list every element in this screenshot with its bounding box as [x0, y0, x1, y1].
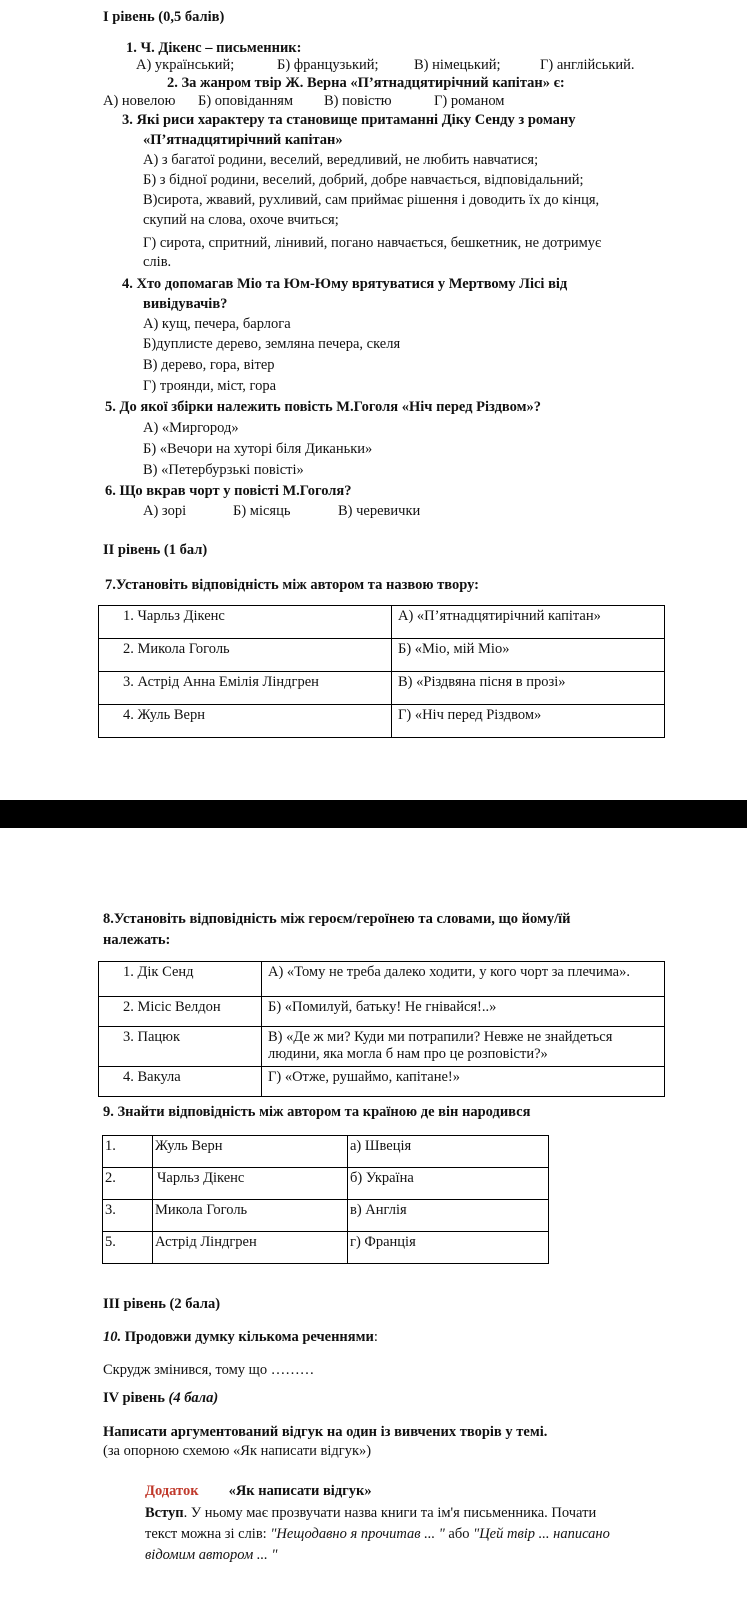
table-row [99, 672, 665, 705]
q9-country-b: б) Україна [348, 1168, 549, 1200]
q4-option-b: Б)дуплисте дерево, земляна печера, скеля [143, 336, 401, 352]
q10-heading [103, 1328, 378, 1346]
q7-author-2: 2. Микола Гоголь [99, 639, 392, 672]
q8-hero-1: 1. Дік Сенд [99, 962, 262, 997]
appendix-quote-1: "Нещодавно я прочитав ... " [270, 1526, 445, 1542]
q8-quote-d: Г) «Отже, рушаймо, капітане!» [262, 1067, 665, 1097]
appendix-quote-2-end: відомим автором ... " [145, 1547, 278, 1563]
appendix-heading [145, 1482, 372, 1500]
table-row [99, 1027, 665, 1067]
q2-option-c: В) повістю [324, 93, 392, 109]
q9-question: 9. Знайти відповідність між автором та країною де він народився [103, 1104, 531, 1120]
q7-title-a: А) «П’ятнадцятирічний капітан» [392, 606, 665, 639]
table-row [99, 962, 665, 997]
table-row [103, 1136, 549, 1168]
level2-title: ІІ рівень (1 бал) [103, 542, 208, 558]
q8-hero-2: 2. Місіс Велдон [99, 997, 262, 1027]
q5-question: 5. До якої збірки належить повість М.Гоголя «Ніч перед Різдвом»? [105, 399, 541, 415]
q3-option-d-line-1: Г) сирота, спритний, лінивий, погано навчається, бешкетник, не дотримує [143, 235, 602, 251]
appendix-label: Додаток [145, 1483, 199, 1499]
q9-author-4: Астрід Ліндгрен [153, 1232, 348, 1264]
table-row [99, 997, 665, 1027]
appendix-intro-text: . У ньому має прозвучати назва книги та ім'я письменника. Почати [183, 1505, 597, 1521]
q10-text: Продовжи думку кількома реченнями [121, 1329, 374, 1345]
q9-author-1: Жуль Верн [153, 1136, 348, 1168]
q8-quote-b: Б) «Помилуй, батьку! Не гнівайся!..» [262, 997, 665, 1027]
q8-table [98, 961, 665, 1097]
table-row [103, 1168, 549, 1200]
q1-option-d: Г) англійський. [540, 57, 635, 73]
q8-quote-a: А) «Тому не треба далеко ходити, у кого чорт за плечима». [262, 962, 665, 997]
appendix-quote-2-start: "Цей твір ... написано [473, 1526, 610, 1542]
q4-question-line-2: вивідувачів? [143, 296, 228, 312]
table-row [103, 1232, 549, 1264]
q5-option-a: А) «Миргород» [143, 420, 239, 436]
q3-option-b: Б) з бідної родини, веселий, добрий, добре навчається, відповідальний; [143, 172, 584, 188]
q9-country-d: г) Франція [348, 1232, 549, 1264]
appendix-intro-label: Вступ [145, 1505, 184, 1521]
q6-question: 6. Що вкрав чорт у повісті М.Гоголя? [105, 483, 352, 499]
q2-question: 2. За жанром твір Ж. Верна «П’ятнадцятирічний капітан» є: [167, 75, 565, 91]
table-row [99, 639, 665, 672]
q8-question-line-2: належать: [103, 932, 171, 948]
q2-option-a: А) новелою [103, 93, 176, 109]
q7-table [98, 605, 665, 738]
appendix-intro [145, 1504, 596, 1522]
q4-question-line-1: 4. Хто допомагав Міо та Юм-Юму врятуватися у Мертвому Лісі від [122, 276, 568, 292]
q5-option-c: В) «Петербурзькі повісті» [143, 462, 304, 478]
q4-option-c: В) дерево, гора, вітер [143, 357, 275, 373]
q9-country-c: в) Англія [348, 1200, 549, 1232]
q1-option-c: В) німецький; [414, 57, 501, 73]
q2-option-d: Г) романом [434, 93, 505, 109]
q1-option-b: Б) французький; [277, 57, 379, 73]
level4-title [103, 1389, 218, 1407]
q9-num-4: 5. [103, 1232, 153, 1264]
appendix-title: «Як написати відгук» [228, 1483, 372, 1499]
level4-title-points: (4 бала) [168, 1390, 219, 1406]
q5-option-b: Б) «Вечори на хуторі біля Диканьки» [143, 441, 373, 457]
q4-option-a: А) кущ, печера, барлога [143, 316, 291, 332]
q10-prompt: Скрудж змінився, тому що ……… [103, 1362, 315, 1378]
q3-option-a: А) з багатої родини, веселий, вередливий, не любить навчатися; [143, 152, 539, 168]
q9-table [102, 1135, 549, 1264]
q1-option-a: А) український; [136, 57, 235, 73]
q4-option-d: Г) троянди, міст, гора [143, 378, 277, 394]
q7-author-4: 4. Жуль Верн [99, 705, 392, 738]
q7-title-d: Г) «Ніч перед Різдвом» [392, 705, 665, 738]
q3-option-c-line-2: скупий на слова, охоче вчиться; [143, 212, 339, 228]
level1-title: І рівень (0,5 балів) [103, 9, 225, 25]
q6-option-c: В) черевички [338, 503, 421, 519]
q7-question: 7.Установіть відповідність між автором та назвою твору: [105, 577, 479, 593]
q3-question-line-2: «П’ятнадцятирічний капітан» [143, 132, 343, 148]
level4-title-prefix: ІV рівень [103, 1390, 169, 1406]
appendix-line2-prefix: текст можна зі слів: [145, 1526, 271, 1542]
table-row [99, 1067, 665, 1097]
q9-country-a: а) Швеція [348, 1136, 549, 1168]
q7-title-b: Б) «Міо, мій Міо» [392, 639, 665, 672]
q9-num-1: 1. [103, 1136, 153, 1168]
q10-colon: : [373, 1329, 378, 1345]
q7-author-3: 3. Астрід Анна Емілія Ліндгрен [99, 672, 392, 705]
q2-option-b: Б) оповіданням [198, 93, 294, 109]
appendix-line-2 [145, 1525, 610, 1543]
q9-num-3: 3. [103, 1200, 153, 1232]
q9-num-2: 2. [103, 1168, 153, 1200]
level4-note: (за опорною схемою «Як написати відгук») [103, 1443, 372, 1459]
q9-author-2: Чарльз Дікенс [153, 1168, 348, 1200]
table-row [99, 705, 665, 738]
q3-option-c-line-1: В)сирота, жвавий, рухливий, сам приймає рішення і доводить їх до кінця, [143, 192, 600, 208]
q3-option-d-line-2: слів. [143, 254, 172, 270]
table-row [103, 1200, 549, 1232]
q8-hero-3: 3. Пацюк [99, 1027, 262, 1067]
q8-hero-4: 4. Вакула [99, 1067, 262, 1097]
q8-quote-c: В) «Де ж ми? Куди ми потрапили? Невже не знайдеться людини, яка могла б нам про це розповісти?» [262, 1027, 665, 1067]
level4-task: Написати аргументований відгук на один із вивчених творів у темі. [103, 1424, 548, 1440]
q7-author-1: 1. Чарльз Дікенс [99, 606, 392, 639]
q8-question-line-1: 8.Установіть відповідність між героєм/героїнею та словами, що йому/їй [103, 911, 571, 927]
table-row [99, 606, 665, 639]
q9-author-3: Микола Гоголь [153, 1200, 348, 1232]
q6-option-a: А) зорі [143, 503, 187, 519]
q1-question: 1. Ч. Дікенс – письменник: [126, 40, 302, 56]
q7-title-c: В) «Різдвяна пісня в прозі» [392, 672, 665, 705]
appendix-or: або [444, 1526, 474, 1542]
q10-number: 10. [103, 1329, 122, 1345]
page-2 [0, 828, 747, 1599]
level3-title: ІІІ рівень (2 бала) [103, 1296, 221, 1312]
q3-question-line-1: 3. Які риси характеру та становище притаманні Діку Сенду з роману [122, 112, 576, 128]
q6-option-b: Б) місяць [233, 503, 291, 519]
